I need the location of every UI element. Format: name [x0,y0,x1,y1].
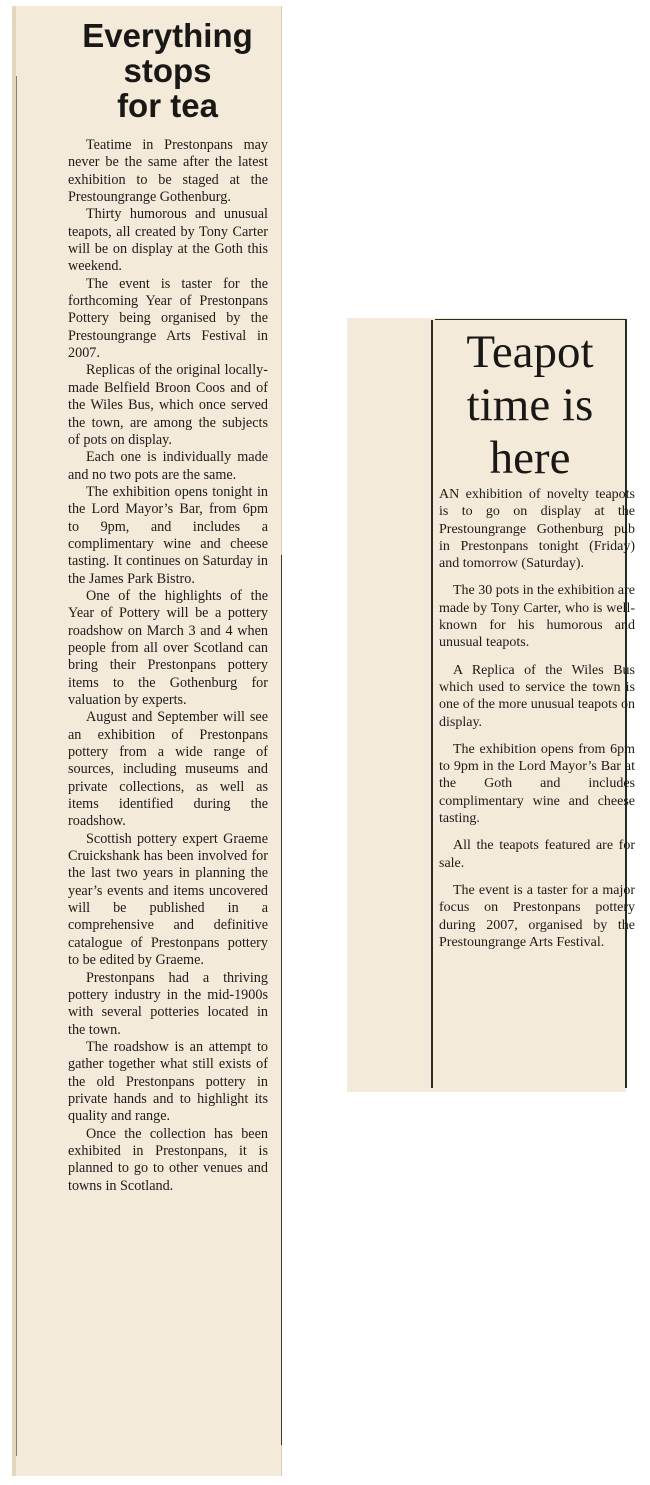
article1-paragraph: Thirty humorous and unusual teapots, all created by Tony Carter will be on display at the Goth this weekend. [68,206,268,275]
article2-paragraph: A Replica of the Wiles Bus which used to service the town is one of the more unusual teapots on display. [439,662,635,730]
headline-line: Everything [82,17,253,54]
article2-paragraph: The 30 pots in the exhibition are made by Tony Carter, who is well-known for his humorous and unusual teapots. [439,583,635,651]
article1-paragraph: Each one is individually made and no two pots are the same. [68,449,268,483]
headline-line: for tea [117,87,218,124]
article1-paragraph: One of the highlights of the Year of Pottery will be a pottery roadshow on March 3 and 4 when people from all over Scotland can bring their Prestonpans pottery items to the Gothenburg for valuation by experts. [68,587,268,708]
article1-paragraph: Teatime in Prestonpans may never be the same after the latest exhibition to be staged at the Prestoungrange Gothenburg. [68,137,268,206]
article2-paragraph: The exhibition opens from 6pm to 9pm in the Lord Mayor’s Bar at the Goth and includes complimentary wine and cheese tasting. [439,741,635,827]
article1-paragraph: The exhibition opens tonight in the Lord Mayor’s Bar, from 6pm to 9pm, and includes a complimentary wine and cheese tasting. It continues on Saturday in the James Park Bistro. [68,483,268,587]
clipping-shadow-line [16,76,17,1456]
column-rule [431,320,433,1088]
article1-body [68,137,268,1195]
headline-line: stops [123,52,212,89]
column-rule [281,555,282,1445]
article1-headline [40,18,295,123]
article2-paragraph: The event is a taster for a major focus on Prestonpans pottery during 2007, organised by the Prestoungrange Arts Festival. [439,882,635,950]
article1-paragraph: August and September will see an exhibition of Prestonpans pottery from a wide range of sources, including museums and private collections, as well as items identified during the roadshow. [68,709,268,830]
article1-paragraph: The event is taster for the forthcoming Year of Prestonpans Pottery being organised by the Prestoungrange Arts Festival in 2007. [68,275,268,362]
article1-paragraph: Scottish pottery expert Graeme Cruickshank has been involved for the last two years in planning the year’s events and items uncovered will be published in a comprehensive and definitive catalogue of Prestonpans pottery to be edited by Graeme. [68,830,268,969]
article2-paragraph: All the teapots featured are for sale. [439,838,635,871]
article2-headline [437,326,623,485]
headline-line: time is [466,379,594,431]
article1-paragraph: Prestonpans had a thriving pottery industry in the mid-1900s with several potteries located in the town. [68,969,268,1038]
headline-line: here [489,432,571,484]
article2-body [439,486,635,961]
article2-paragraph: AN exhibition of novelty teapots is to go on display at the Prestoungrange Gothenburg pub in Prestonpans tonight (Friday) and tomorrow (Saturday). [439,487,635,572]
article1-paragraph: Once the collection has been exhibited in Prestonpans, it is planned to go to other venues and towns in Scotland. [68,1125,268,1194]
headline-line: Teapot [466,326,594,378]
article1-paragraph: Replicas of the original locally-made Belfield Broon Coos and of the Wiles Bus, which once served the town, are among the subjects of pots on display. [68,362,268,448]
article1-paragraph: The roadshow is an attempt to gather together what still exists of the old Prestonpans pottery in private hands and to highlight its quality and range. [68,1038,268,1125]
